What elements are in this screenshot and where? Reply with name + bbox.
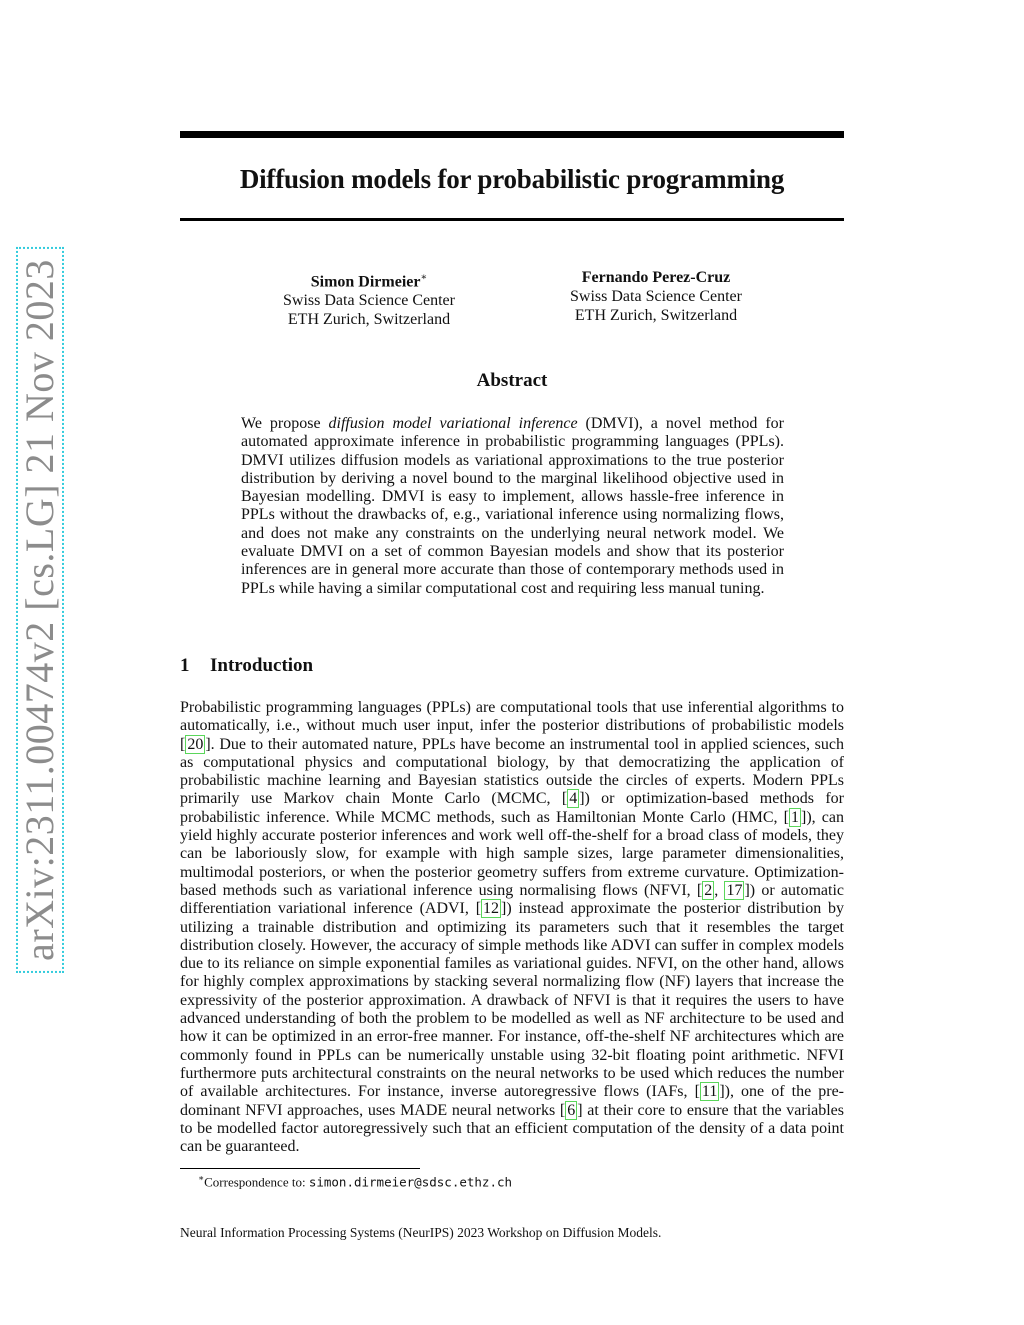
citation-link[interactable]: 1 — [791, 808, 799, 826]
citation-link[interactable]: 4 — [569, 790, 578, 808]
author-affiliation: Swiss Data Science Center — [283, 292, 455, 310]
author-location: ETH Zurich, Switzerland — [574, 307, 738, 324]
footnote-marker[interactable]: ∗ — [420, 272, 428, 283]
author-name: Fernando Perez-Cruz — [581, 269, 731, 286]
abstract-heading: Abstract — [476, 370, 548, 391]
section-heading — [180, 655, 313, 677]
author-location: ETH Zurich, Switzerland — [287, 311, 451, 329]
citation-link[interactable]: 20 — [187, 735, 204, 753]
abstract-text: We propose diffusion model variational inference (DMVI), a novel method for automated approximate inference in probabilistic programming languages (PPLs). DMVI utilizes diffusion models as variational approximations to the true posterior distribution by deriving a novel bound to the marginal likelihood objective used in Bayesian modelling. DMVI is easy to implement, allows hassle-free inference in PPLs without the drawbacks of, e.g., variational inference using normalizing flows, and does not make any constraints on the underlying neural network model. We evaluate DMVI on a set of common Bayesian models and show that its posterior inferences are in general more accurate than those of contemporary methods used in PPLs while having a similar computational cost and requiring less manual tuning. — [241, 415, 785, 597]
arxiv-identifier-stamp[interactable]: arXiv:2311.00474v2 [cs.LG] 21 Nov 2023 — [16, 247, 64, 973]
correspondence-email[interactable]: simon.dirmeier@sdsc.ethz.ch — [308, 1174, 513, 1190]
author-affiliation: Swiss Data Science Center — [570, 288, 742, 305]
footnote: ∗Correspondence to: simon.dirmeier@sdsc.ethz.ch — [198, 1173, 513, 1190]
paper-title: Diffusion models for probabilistic programming — [239, 164, 785, 194]
citation-link[interactable]: 12 — [483, 900, 500, 918]
citation-link[interactable]: 6 — [567, 1101, 576, 1119]
footnote-rule — [180, 1168, 420, 1169]
section-title: Introduction — [210, 655, 314, 676]
citation-link[interactable]: 2 — [704, 881, 713, 899]
title-bottom-rule — [180, 218, 844, 221]
author-name: Simon Dirmeier∗ — [310, 272, 428, 291]
footnote-mark: ∗ — [198, 1173, 205, 1183]
title-top-rule — [180, 131, 844, 138]
citation-link[interactable]: 11 — [701, 1083, 718, 1101]
author-block-1 — [249, 268, 489, 329]
section-number: 1 — [180, 655, 190, 676]
citation-link[interactable]: 17 — [726, 881, 743, 899]
abstract-emphasis: diffusion model variational inference — [328, 415, 578, 432]
venue-footer: Neural Information Processing Systems (NeurIPS) 2023 Workshop on Diffusion Models. — [180, 1225, 662, 1240]
author-block-2 — [536, 268, 776, 325]
introduction-paragraph: Probabilistic programming languages (PPLs) are computational tools that use inferential algorithms to automatically, i.e., without much user input, infer the posterior distributions of probabilistic models [ 20 ]. Due to their automated nature, PPLs have become an instrumental tool in applied sciences, such as computational physics and computational biology, by that democratizing the application of probabilistic machine learning and Bayesian statistics outside the circles of experts. Modern PPLs primarily use Markov chain Monte Carlo (MCMC, [ 4 ]) or optimization-based methods for probabilistic inference. While MCMC methods, such as Hamiltonian Monte Carlo (HMC, [ 1 ]), can yield highly accurate posterior inferences and work well off-the-shelf for a broad class of models, they can be laboriously slow, for example with high sample sizes, large parameter dimensionalities, multimodal posteriors, or when the posterior geometry suffers from extreme curvature. Optimization-based methods such as variational inference using normalising flows (NFVI, [ 2 , 17 ]) or automatic differentiation variational inference (ADVI, [ 12 ]) instead approximate the posterior distribution by utilizing a trainable distribution and optimizing its parameters such that it resembles the target distribution closely. However, the accuracy of simple methods like ADVI can suffer in complex models due to its reliance on simple exponential familes as variational guides. NFVI, on the other hand, allows for highly complex approximations by stacking several normalizing flow (NF) layers that increase the expressivity of the posterior approximation. A drawback of NFVI is that it requires the users to have advanced understanding of both the problem to be modelled as well as NF architecture to be used and how it can be optimized in an error-free manner. For instance, off-the-shelf NF architectures which are commonly found in PPLs can be numerically unstable using 32-bit floating point arithmetic. NFVI furthermore puts architectural constraints on the neural networks to be used which reduces the number of available architectures. For instance, inverse autoregressive flows (IAFs, [ 11 ]), one of the pre-dominant NFVI approaches, uses MADE neural networks [ 6 ] at their core to ensure that the variables to be modelled factor autoregressively such that an efficient computation of the density of a data point can be guaranteed. — [180, 699, 845, 1156]
